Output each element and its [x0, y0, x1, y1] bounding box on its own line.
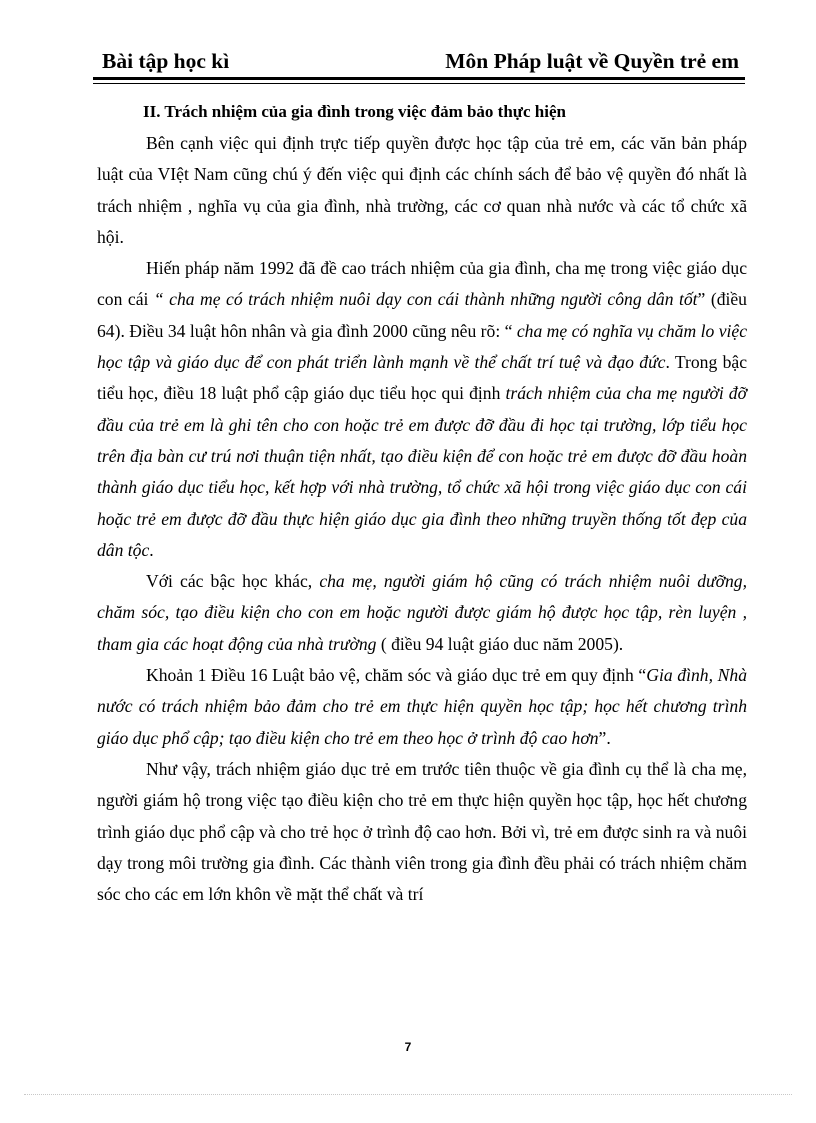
header-course-label: Bài tập học kì — [102, 49, 230, 73]
paragraph-text: . Trong bậc tiểu học, điều 18 luật phổ cập giáo dục tiểu học qui định — [97, 352, 748, 404]
paragraph-text: Khoản 1 Điều 16 Luật bảo vệ, chăm sóc và giáo dục trẻ em quy định “ — [146, 665, 647, 686]
section-heading: II. Trách nhiệm của gia đình trong việc đảm bảo thực hiện — [143, 102, 566, 121]
italic-quote-text: “ cha mẹ có trách nhiệm nuôi dạy con cái thành những người công dân tốt — [153, 289, 698, 310]
document-body — [97, 96, 747, 910]
body-paragraph — [97, 754, 747, 910]
italic-quote-text: trách nhiệm của cha mẹ người đỡ đầu của trẻ em là ghi tên cho con hoặc trẻ em được đỡ đầu đi học tại trường, lớp tiểu học trên địa bàn cư trú nơi thuận tiện nhất, tạo điều kiện để con hoặc trẻ em được đỡ đầu hoàn thành giáo dục tiểu học, kết hợp với nhà trường, tổ chức xã hội trong việc giáo dục con cái hoặc trẻ em được đỡ đầu thực hiện giáo dục gia đình theo những truyền thống tốt đẹp của dân tộc — [97, 383, 747, 560]
italic-quote-text: cha mẹ có nghĩa vụ chăm lo việc học tập và giáo dục để con phát triển lành mạnh về thể chất trí tuệ và đạo đức — [97, 320, 748, 373]
body-paragraph — [97, 566, 747, 660]
paragraph-list — [97, 128, 747, 910]
italic-quote-text: Gia đình, Nhà nước có trách nhiệm bảo đảm cho trẻ em thực hiện quyền học tập; học hết chương trình giáo dục phổ cập; tạo điều kiện cho trẻ em theo học ở trình độ cao hơn — [97, 665, 747, 748]
paragraph-text: Với các bậc học khác, — [146, 571, 320, 592]
footer-dotted-rule — [24, 1094, 792, 1095]
body-paragraph — [97, 253, 747, 566]
paragraph-text: ( điều 94 luật giáo duc năm 2005). — [376, 633, 624, 654]
page-number: 7 — [404, 1040, 412, 1054]
paragraph-text: . — [149, 539, 154, 560]
paragraph-text: Hiến pháp năm 1992 đã đề cao trách nhiệm của gia đình, cha mẹ trong việc giáo dục con cái — [97, 258, 747, 310]
paragraph-text: ”. — [598, 727, 611, 748]
paragraph-text: Bên cạnh việc qui định trực tiếp quyền được học tập của trẻ em, các văn bản pháp luật của VIệt Nam cũng chú ý đến việc qui định các chính sách để bảo vệ quyền đó nhất là trách nhiệm , nghĩa vụ của gia đình, nhà trường, các cơ quan nhà nước và các tổ chức xã hội. — [97, 133, 747, 247]
italic-quote-text: cha mẹ, người giám hộ cũng có trách nhiệm nuôi dưỡng, chăm sóc, tạo điều kiện cho con em hoặc người được giám hộ được học tập, rèn luyện , tham gia các hoạt động của nhà trường — [97, 571, 747, 654]
paragraph-text: Như vậy, trách nhiệm giáo dục trẻ em trước tiên thuộc về gia đình cụ thể là cha mẹ, người giám hộ trong việc tạo điều kiện cho trẻ em thực hiện quyền học tập, học hết chương trình giáo dục phổ cập và cho trẻ học ở trình độ cao hơn. Bởi vì, trẻ em được sinh ra và nuôi dạy trong môi trường gia đình. Các thành viên trong gia đình đều phải có trách nhiệm chăm sóc cho các em lớn khôn về mặt thể chất và trí — [97, 758, 747, 905]
header-subject-title: Môn Pháp luật về Quyền trẻ em — [445, 49, 739, 73]
body-paragraph — [97, 660, 747, 754]
body-paragraph — [97, 128, 747, 253]
page-header — [93, 38, 745, 78]
header-rule-thick — [93, 77, 745, 80]
paragraph-text: ” (điều 64). Điều 34 luật hôn nhân và gia đình 2000 cũng nêu rõ: “ — [97, 289, 747, 341]
header-rule-thin — [93, 83, 745, 84]
